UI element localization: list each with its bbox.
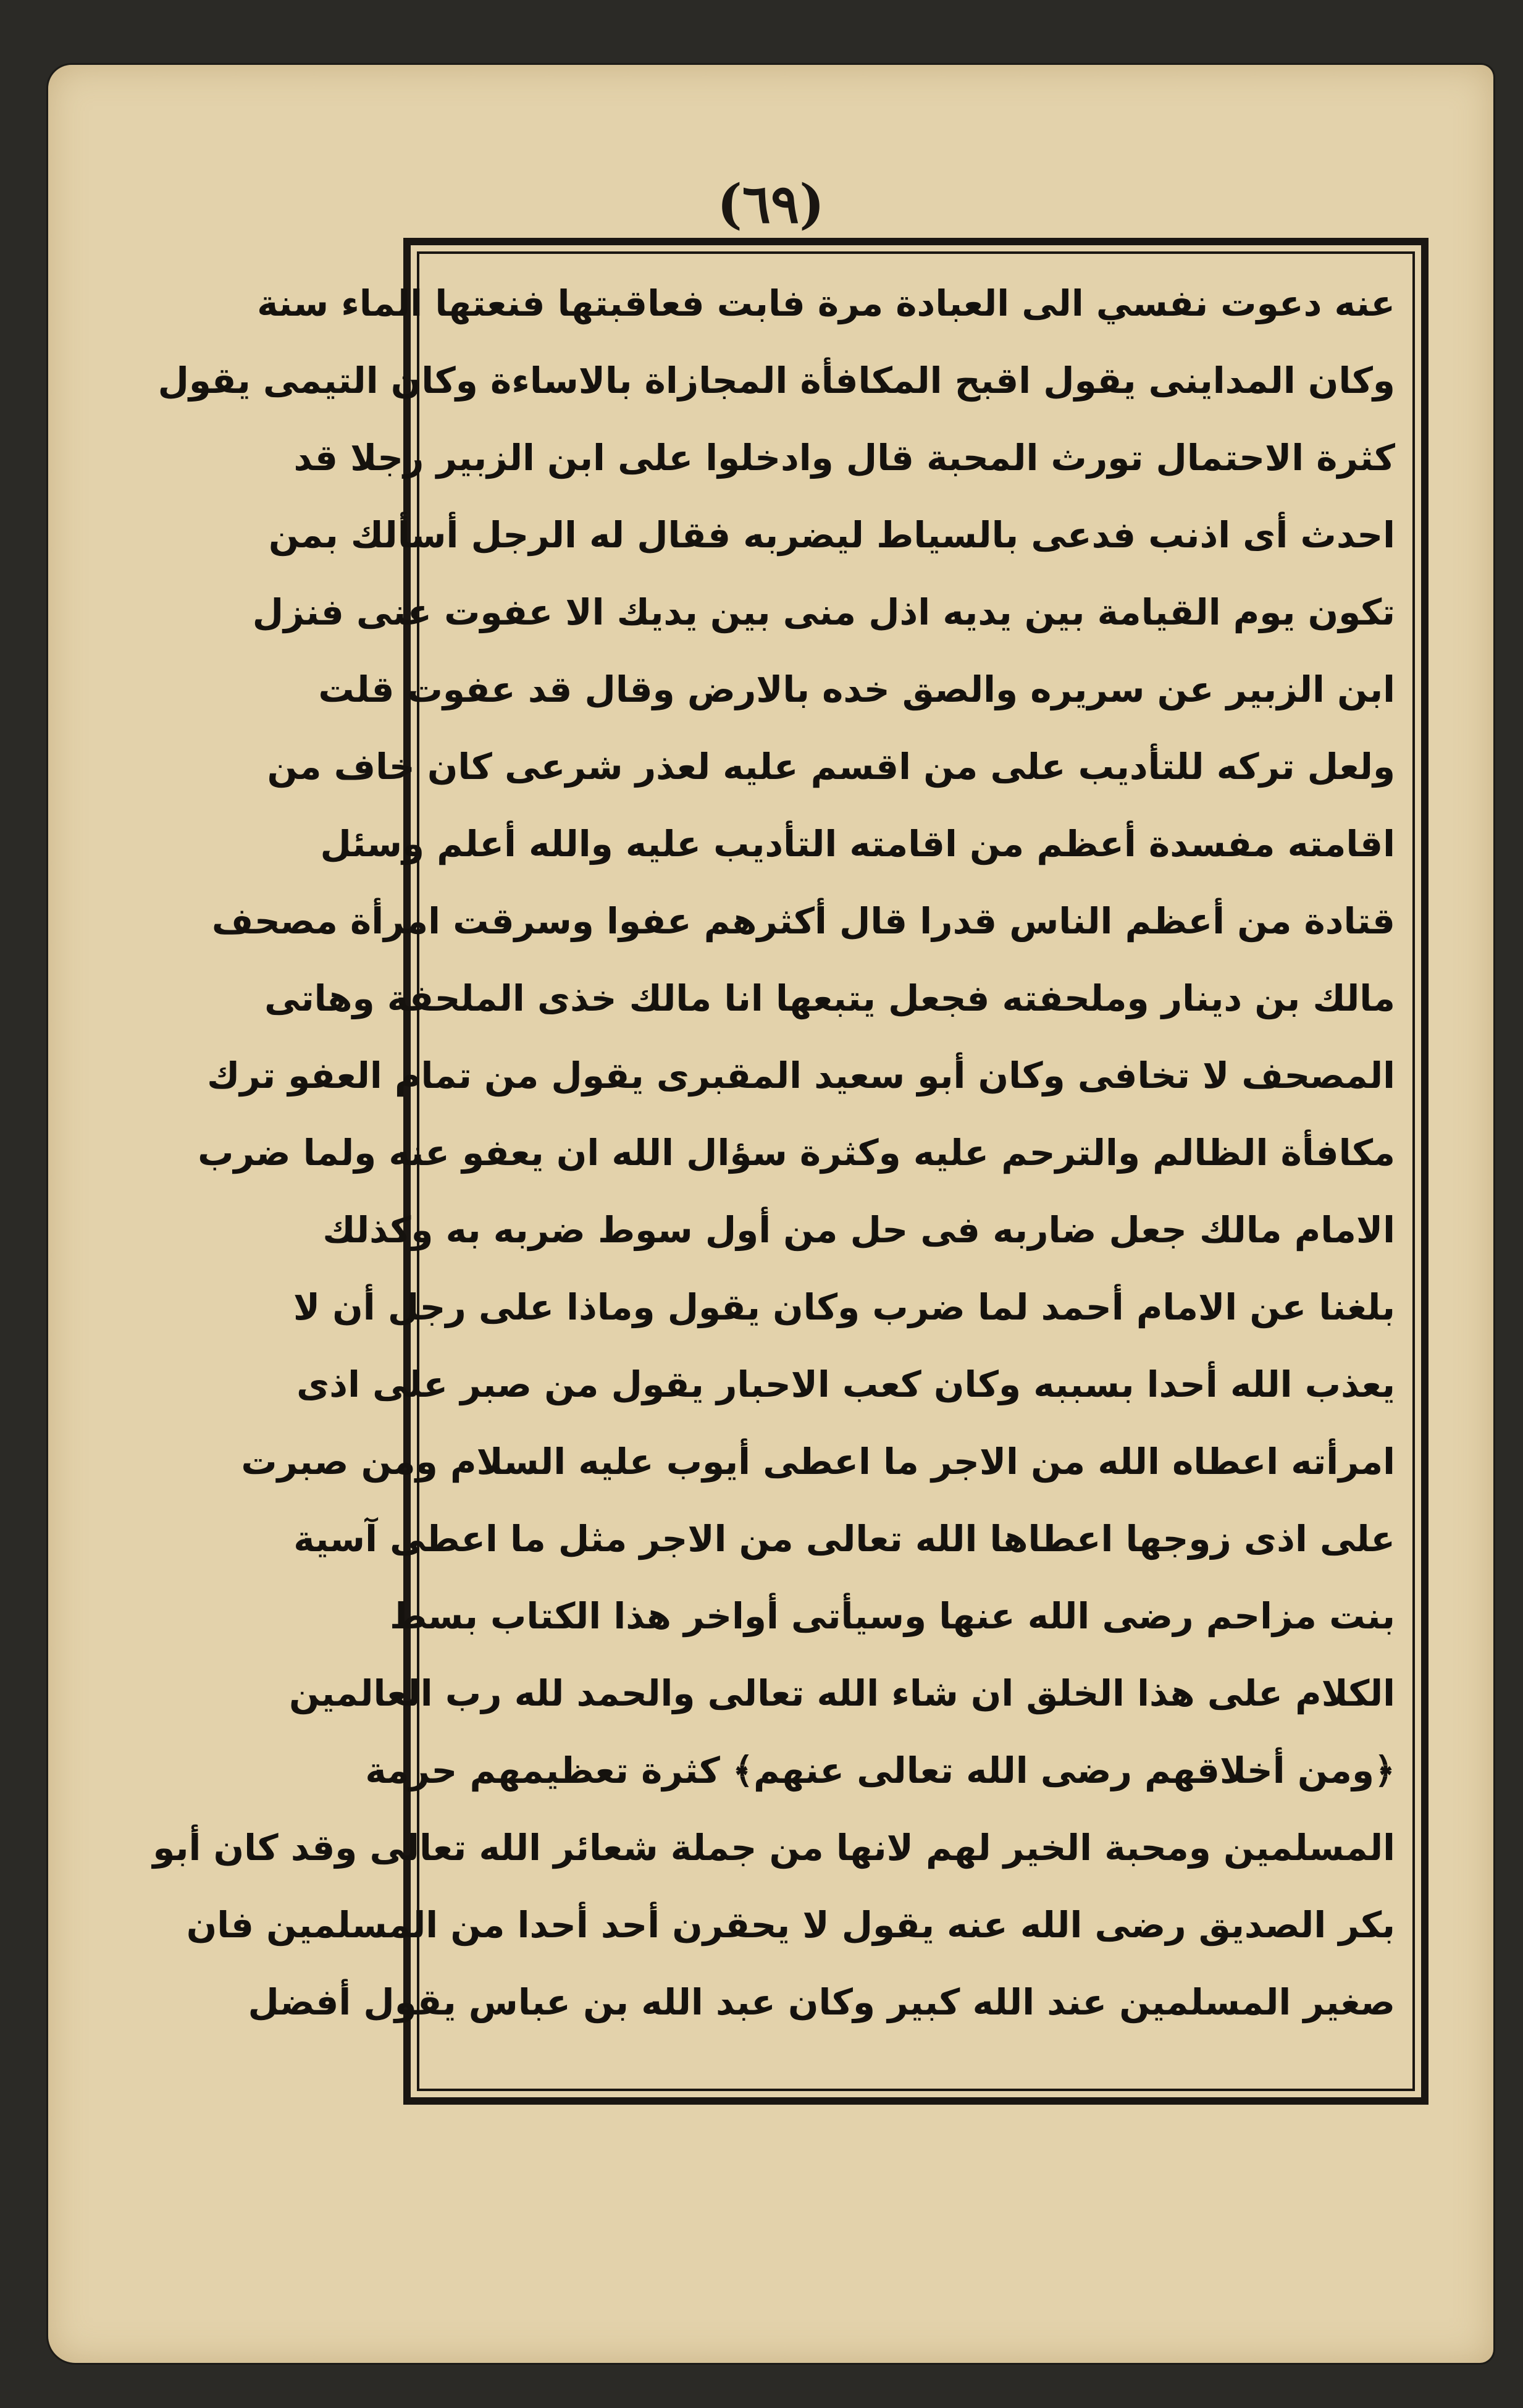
text-line: قتادة من أعظم الناس قدرا قال أكثرهم عفوا وسرقت امرأة مصحف bbox=[211, 900, 1395, 942]
text-line: ولعل تركه للتأديب على من اقسم عليه لعذر شرعى كان خاف من bbox=[267, 746, 1395, 788]
text-line: اقامته مفسدة أعظم من اقامته التأديب عليه والله أعلم وسئل bbox=[320, 823, 1395, 865]
text-line: عنه دعوت نفسي الى العبادة مرة فابت فعاقبتها فنعتها الماء سنة bbox=[257, 282, 1395, 324]
section-heading-line: ﴿ومن أخلاقهم رضى الله تعالى عنهم﴾ كثرة تعظيمهم حرمة bbox=[365, 1749, 1395, 1791]
text-line: المصحف لا تخافى وكان أبو سعيد المقبرى يقول من تمام العفو ترك bbox=[207, 1055, 1395, 1097]
text-line: الكلام على هذا الخلق ان شاء الله تعالى والحمد لله رب العالمين bbox=[288, 1672, 1395, 1714]
text-line: ابن الزبير عن سريره والصق خده بالارض وقال قد عفوت قلت bbox=[318, 668, 1395, 710]
text-frame-border bbox=[153, 238, 1429, 2105]
text-body bbox=[153, 265, 1395, 2041]
text-line: احدث أى اذنب فدعى بالسياط ليضربه فقال له الرجل أسألك بمن bbox=[268, 514, 1395, 556]
text-line: امرأته اعطاه الله من الاجر ما اعطى أيوب عليه السلام ومن صبرت bbox=[241, 1441, 1395, 1483]
text-line: بنت مزاحم رضى الله عنها وسيأتى أواخر هذا الكتاب بسط bbox=[389, 1595, 1395, 1637]
text-line: على اذى زوجها اعطاها الله تعالى من الاجر مثل ما اعطى آسية bbox=[293, 1518, 1395, 1560]
text-line: يعذب الله أحدا بسببه وكان كعب الاحبار يقول من صبر على اذى bbox=[296, 1363, 1395, 1405]
text-line: المسلمين ومحبة الخير لهم لانها من جملة شعائر الله تعالى وقد كان أبو bbox=[153, 1827, 1395, 1869]
text-line: مالك بن دينار وملحفته فجعل يتبعها انا مالك خذى الملحفة وهاتى bbox=[264, 977, 1395, 1019]
text-line: بكر الصديق رضى الله عنه يقول لا يحقرن أحد أحدا من المسلمين فان bbox=[186, 1904, 1395, 1946]
text-line: كثرة الاحتمال تورث المحبة قال وادخلوا على ابن الزبير رجلا قد bbox=[293, 437, 1395, 479]
text-line: مكافأة الظالم والترحم عليه وكثرة سؤال الله ان يعفو عنه ولما ضرب bbox=[198, 1132, 1395, 1174]
text-frame-inner-border bbox=[153, 251, 1415, 2091]
text-line: تكون يوم القيامة بين يديه اذل منى بين يديك الا عفوت عنى فنزل bbox=[252, 591, 1395, 633]
text-line: بلغنا عن الامام أحمد لما ضرب وكان يقول وماذا على رجل أن لا bbox=[293, 1286, 1395, 1328]
text-line: صغير المسلمين عند الله كبير وكان عبد الله بن عباس يقول أفضل bbox=[248, 1981, 1395, 2023]
book-page bbox=[48, 65, 1493, 2363]
page-number: (٦٩) bbox=[717, 173, 824, 235]
text-line: وكان المداينى يقول اقبح المكافأة المجازاة بالاساءة وكان التيمى يقول bbox=[157, 360, 1395, 402]
text-line: الامام مالك جعل ضاربه فى حل من أول سوط ضربه به وكذلك bbox=[322, 1209, 1395, 1251]
